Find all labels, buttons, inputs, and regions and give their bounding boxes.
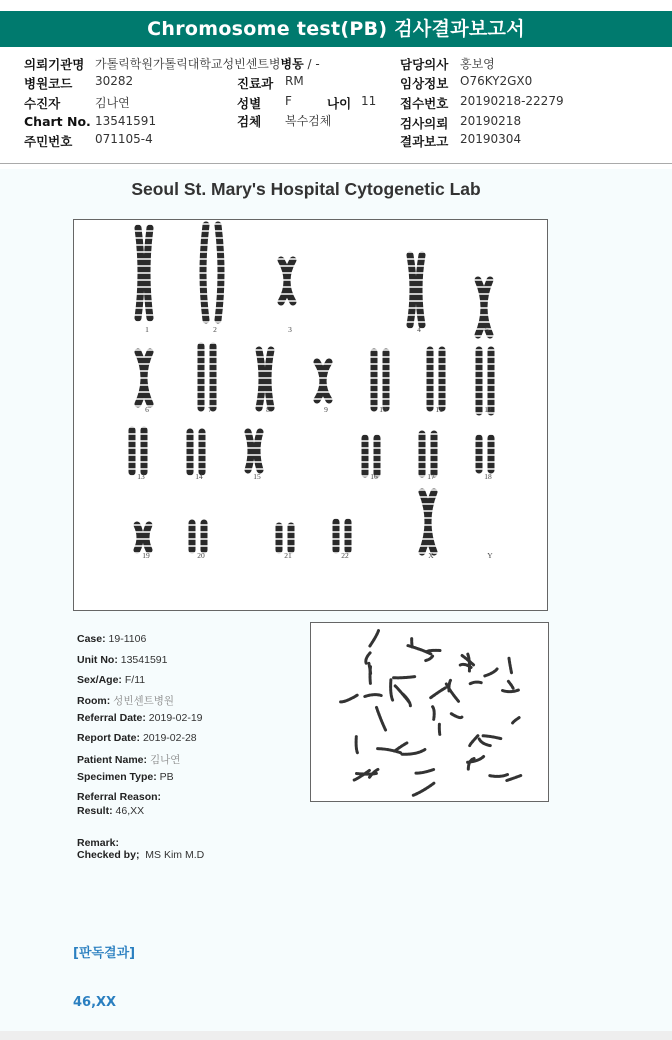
specimen-type-line: Specimen Type: PB	[77, 771, 174, 783]
metaphase-chromosome	[377, 707, 386, 730]
chromosome-X-2	[428, 492, 434, 552]
age-value: 11	[361, 94, 377, 108]
chromosome-4-2	[419, 255, 422, 325]
metaphase-chromosome	[483, 736, 501, 739]
unit-line: Unit No: 13541591	[77, 654, 168, 666]
karyotype-diagram	[74, 220, 547, 610]
clinical-info-value: O76KY2GX0	[460, 74, 533, 88]
institution-value: 가톨릭학원가톨릭대학교성빈센트병병동 / -	[95, 57, 320, 71]
hospital-code-value: 30282	[95, 74, 134, 88]
request-label: 검사의뢰	[400, 116, 449, 131]
chromosome-label-3: 3	[288, 325, 292, 334]
chromosome-19-1	[137, 525, 140, 550]
chromosome-label-X: X	[428, 551, 434, 560]
header-divider	[0, 163, 672, 164]
sex-label: 성별	[237, 96, 262, 111]
chromosome-2-2	[218, 225, 221, 320]
chromosome-label-5: 5	[485, 325, 489, 334]
chromosome-label-18: 18	[484, 472, 492, 481]
metaphase-chromosome	[391, 680, 393, 700]
metaphase-chromosome	[479, 739, 490, 746]
metaphase-chromosome	[370, 631, 379, 646]
karyotype-report	[0, 169, 672, 1031]
chromosome-label-6: 6	[145, 405, 149, 414]
chromosome-15-1	[248, 432, 251, 470]
metaphase-chromosome	[402, 750, 425, 755]
chromosome-15-2	[257, 432, 260, 470]
chromosome-label-4: 4	[417, 325, 421, 334]
remark-line: Remark:	[77, 837, 120, 849]
chromosome-label-10: 10	[379, 405, 387, 414]
doctor-label: 담당의사	[400, 57, 449, 72]
referral-date-line: Referral Date: 2019-02-19	[77, 712, 203, 724]
metaphase-chromosome	[365, 695, 381, 697]
chromosome-8-1	[259, 350, 262, 408]
metaphase-chromosome	[508, 681, 513, 688]
doctor-value: 홍보영	[460, 57, 495, 71]
metaphase-chromosome	[470, 736, 478, 746]
report-label: 결과보고	[400, 134, 449, 149]
metaphase-chromosome	[503, 690, 519, 692]
metaphase-chromosome	[394, 677, 415, 678]
chromosome-label-12: 12	[484, 405, 492, 414]
specimen-label: 검체	[237, 114, 262, 129]
metaphase-chromosome	[340, 695, 357, 702]
metaphase-chromosome	[413, 783, 434, 795]
report-title: Chromosome test(PB) 검사결과보고서	[0, 11, 672, 47]
verdict-value: 46,XX	[73, 995, 117, 1010]
request-value: 20190218	[460, 114, 522, 128]
metaphase-chromosome	[403, 694, 411, 706]
metaphase-chromosome	[357, 773, 377, 774]
patient-info-panel	[0, 47, 672, 163]
chromosome-label-8: 8	[266, 405, 270, 414]
metaphase-chromosome	[407, 645, 431, 654]
room-line: Room: 성빈센트병원	[77, 695, 175, 707]
chromosome-2-1	[203, 225, 206, 320]
clinic-value: RM	[285, 74, 304, 88]
bottom-strip	[0, 1031, 672, 1040]
sexage-line: Sex/Age: F/11	[77, 674, 146, 686]
report-date-line: Report Date: 2019-02-28	[77, 732, 197, 744]
karyotype-image	[73, 219, 548, 611]
metaphase-chromosome	[451, 714, 462, 718]
sex-value: F	[285, 94, 292, 108]
metaphase-chromosome	[431, 688, 446, 698]
chromosome-label-2: 2	[213, 325, 217, 334]
chromosome-label-Y: Y	[487, 551, 493, 560]
metaphase-image	[310, 622, 549, 802]
metaphase-chromosome	[433, 707, 435, 720]
metaphase-chromosome	[412, 638, 413, 647]
case-line: Case: 19-1106	[77, 633, 147, 645]
metaphase-chromosome	[425, 656, 433, 661]
metaphase-chromosome	[513, 718, 520, 724]
chromosome-19-2	[146, 525, 149, 550]
chromosome-label-21: 21	[284, 551, 292, 560]
patient-value: 김나연	[95, 96, 130, 110]
chromosome-6-2	[144, 352, 150, 404]
metaphase-chromosome	[427, 650, 440, 651]
referral-reason-line: Referral Reason:	[77, 791, 162, 803]
chromosome-1-2	[147, 228, 150, 318]
resident-value: 071105-4	[95, 132, 153, 146]
metaphase-spread	[311, 623, 548, 801]
chromosome-label-11: 11	[435, 405, 443, 414]
chromosome-label-17: 17	[427, 472, 435, 481]
chromosome-8-2	[268, 350, 271, 408]
metaphase-chromosome	[490, 775, 508, 777]
chromosome-label-16: 16	[370, 472, 378, 481]
chromosome-label-1: 1	[145, 325, 149, 334]
metaphase-chromosome	[485, 669, 497, 676]
chromosome-label-19: 19	[142, 551, 150, 560]
chromosome-1-1	[138, 228, 141, 318]
chart-value: 13541591	[95, 114, 157, 128]
clinic-label: 진료과	[237, 76, 274, 91]
chromosome-9-2	[323, 362, 329, 400]
metaphase-chromosome	[470, 682, 481, 684]
metaphase-chromosome	[509, 658, 512, 673]
result-line: Result: 46,XX	[77, 805, 145, 817]
chromosome-label-7: 7	[208, 405, 212, 414]
chart-label: Chart No.	[24, 114, 91, 129]
hospital-code-label: 병원코드	[24, 76, 73, 91]
chromosome-3-2	[287, 260, 293, 302]
specimen-value: 복수검체	[285, 114, 332, 128]
chromosome-label-22: 22	[341, 551, 349, 560]
lab-title: Seoul St. Mary's Hospital Cytogenetic Lab	[131, 179, 481, 199]
report-value: 20190304	[460, 132, 522, 146]
clinical-info-label: 임상정보	[400, 76, 449, 91]
metaphase-chromosome	[507, 776, 521, 781]
chromosome-4-1	[410, 255, 413, 325]
resident-label: 주민번호	[24, 134, 73, 149]
age-label: 나이	[327, 96, 352, 111]
metaphase-chromosome	[356, 737, 357, 753]
verdict-title: [판독결과]	[73, 946, 136, 961]
checked-line: Checked by; MS Kim M.D	[77, 849, 205, 861]
metaphase-chromosome	[446, 684, 458, 702]
receipt-value: 20190218-22279	[460, 94, 564, 108]
receipt-label: 접수번호	[400, 96, 449, 111]
patient-label: 수진자	[24, 96, 61, 111]
institution-label: 의뢰기관명	[24, 57, 85, 72]
chromosome-label-9: 9	[324, 405, 328, 414]
metaphase-chromosome	[460, 664, 472, 667]
metaphase-chromosome	[396, 743, 407, 750]
patient-name-line: Patient Name: 김나연	[77, 754, 181, 766]
chromosome-label-14: 14	[195, 472, 203, 481]
chromosome-label-20: 20	[197, 551, 205, 560]
metaphase-chromosome	[415, 770, 433, 774]
chromosome-label-15: 15	[253, 472, 261, 481]
metaphase-chromosome	[369, 663, 371, 673]
chromosome-label-13: 13	[137, 472, 145, 481]
